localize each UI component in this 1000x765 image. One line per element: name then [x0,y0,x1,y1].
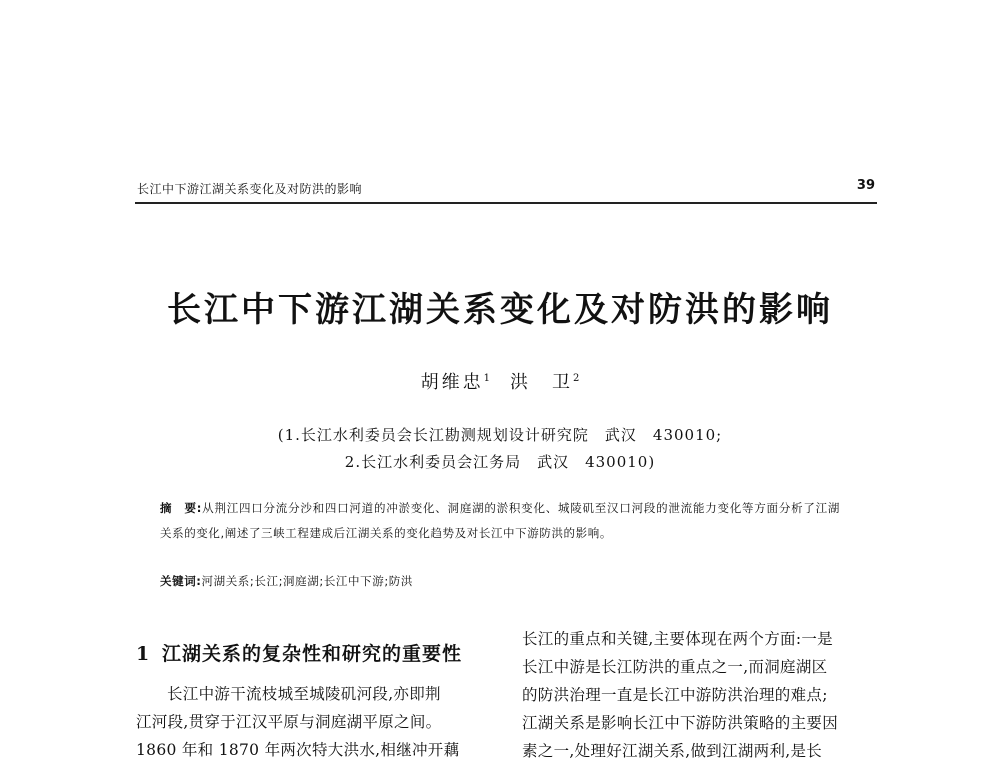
affiliation-line-2: 2.长江水利委员会江务局 武汉 430010) [344,453,656,471]
left-column-body [136,680,486,764]
keywords-label: 关键词: [160,574,202,588]
section-number: 1 [136,643,151,665]
paper-title: 长江中下游江湖关系变化及对防洪的影响 [167,290,833,330]
author-list [300,368,700,394]
section-title: 江湖关系的复杂性和研究的重要性 [162,643,463,665]
keywords [160,573,840,589]
author-name: 胡维忠 [420,372,484,393]
running-header [135,176,877,204]
body-line: 长江中游干流枝城至城陵矶河段,亦即荆 [167,685,441,703]
author-affiliation-mark: 1 [483,373,490,384]
page-number: 39 [856,178,875,193]
body-line: 江河段,贯穿于江汉平原与洞庭湖平原之间。 [136,713,442,731]
running-title: 长江中下游江湖关系变化及对防洪的影响 [137,182,363,196]
section-heading [136,639,462,666]
body-line: 素之一,处理好江湖关系,做到江湖两利,是长 [522,742,823,760]
keywords-text: 河湖关系;长江;洞庭湖;长江中下游;防洪 [201,574,413,588]
right-column-body [522,625,878,765]
body-line: 江湖关系是影响长江中下游防洪策略的主要因 [522,714,839,732]
affiliation-line-1: (1.长江水利委员会长江勘测规划设计研究院 武汉 430010; [277,426,723,444]
body-line: 长江的重点和关键,主要体现在两个方面:一是 [522,630,833,648]
author-name: 洪 卫 [510,372,573,393]
abstract-text: 从荆江四口分流分沙和四口河道的冲淤变化、洞庭湖的淤积变化、城陵矶至汉口河段的泄流能力变化等方面分析了江湖关系的变化,阐述了三峡工程建成后江湖关系的变化趋势及对长江中下游防洪的影响。 [160,501,840,540]
abstract-label: 摘 要: [160,501,203,515]
body-line: 1860 年和 1870 年两次特大洪水,相继冲开藕 [136,741,460,759]
body-line: 长江中游是长江防洪的重点之一,而洞庭湖区 [522,658,828,676]
body-line: 的防洪治理一直是长江中游防洪治理的难点; [522,686,828,704]
abstract [160,496,840,546]
author-affiliation-mark: 2 [573,373,580,384]
